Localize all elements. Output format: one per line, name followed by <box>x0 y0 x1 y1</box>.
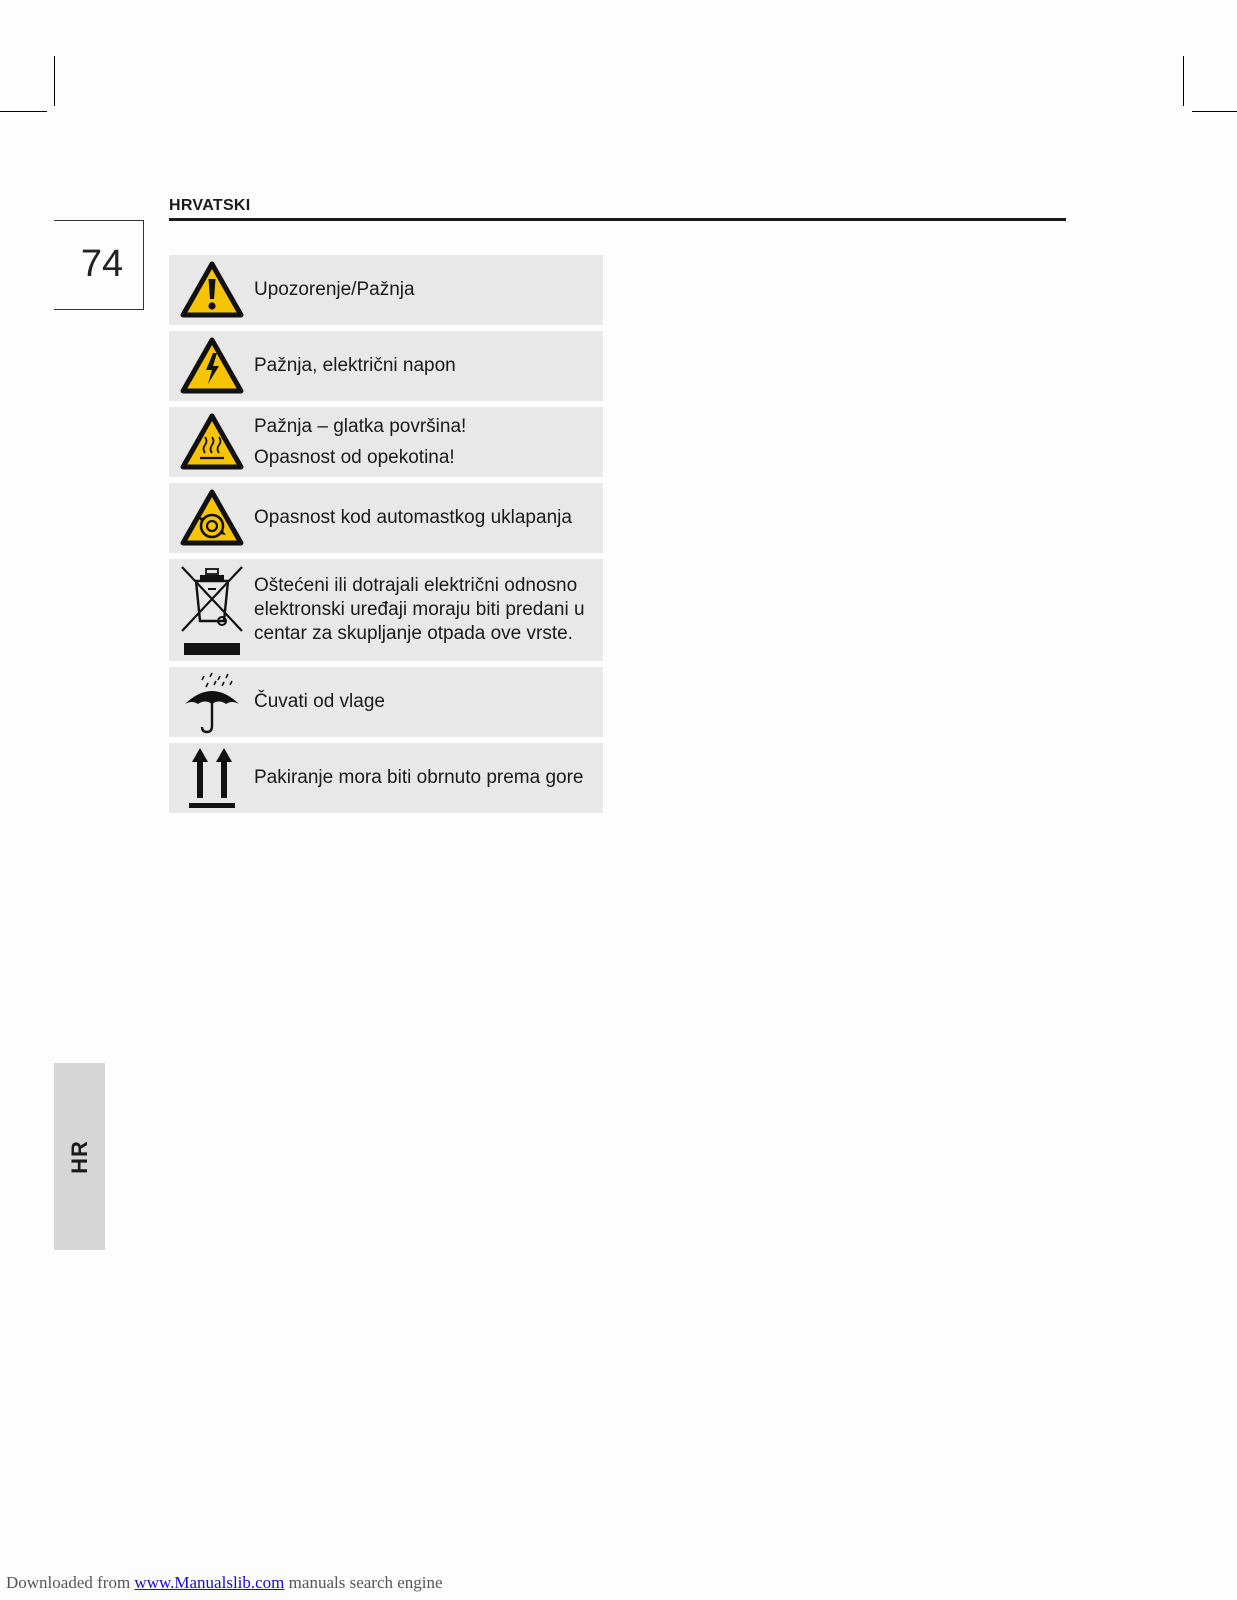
umbrella-rain-icon <box>169 670 254 734</box>
crop-mark <box>1192 111 1237 112</box>
symbol-description: Upozorenje/Pažnja <box>254 279 415 300</box>
symbol-description: Pažnja, električni napon <box>254 355 456 376</box>
hot-surface-warning-icon <box>169 413 254 471</box>
crossed-out-bin-icon <box>169 563 254 657</box>
symbol-row <box>169 667 603 737</box>
symbol-description: Opasnost kod automastkog uklapanja <box>254 507 572 528</box>
symbol-description: Pažnja – glatka površina! Opasnost od opekotina! <box>254 415 467 468</box>
language-tab <box>54 1063 105 1250</box>
symbol-row <box>169 407 603 477</box>
warning-exclamation-icon <box>169 261 254 319</box>
automatic-start-warning-icon <box>169 489 254 547</box>
section-title: HRVATSKI <box>169 197 251 214</box>
crop-mark <box>54 56 55 106</box>
symbol-row <box>169 559 603 661</box>
this-way-up-arrows-icon <box>169 746 254 810</box>
symbol-table <box>169 255 603 819</box>
symbol-row <box>169 483 603 553</box>
symbol-row <box>169 255 603 325</box>
download-footer <box>6 1573 443 1593</box>
manualslib-link[interactable]: www.Manualslib.com <box>134 1573 285 1592</box>
symbol-description: Pakiranje mora biti obrnuto prema gore <box>254 767 584 788</box>
symbol-description: Čuvati od vlage <box>254 691 385 712</box>
symbol-row <box>169 331 603 401</box>
crop-mark <box>0 111 47 112</box>
title-rule <box>169 218 1066 221</box>
crop-mark <box>1183 56 1184 106</box>
symbol-row <box>169 743 603 813</box>
symbol-description: Oštećeni ili dotrajali električni odnosno elektronski uređaji moraju biti predani u centar za skupljanje otpada ove vrste. <box>254 575 585 644</box>
electric-voltage-warning-icon <box>169 337 254 395</box>
footer-prefix: Downloaded from <box>6 1573 135 1592</box>
footer-suffix: manuals search engine <box>284 1573 443 1592</box>
language-tab-label: HR <box>66 1139 92 1174</box>
page-number: 74 <box>80 243 124 285</box>
page-number-box <box>54 220 144 310</box>
